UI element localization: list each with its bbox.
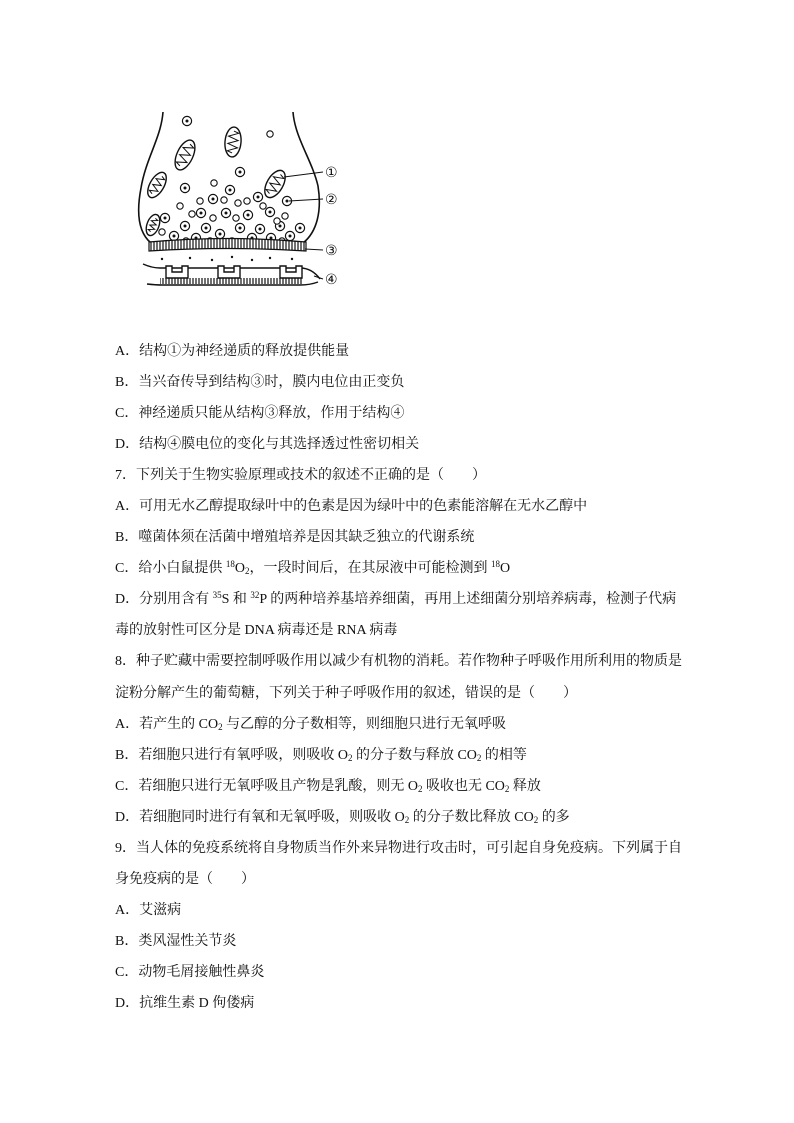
leader-line-3 [305,249,323,250]
question-9-line [115,833,715,864]
synaptic-vesicle [211,180,217,186]
synaptic-vesicle [215,229,224,238]
text-run: 毒的放射性可区分是 DNA 病毒还是 RNA 病毒 [115,623,398,639]
question-8-line [115,646,715,677]
subscript: 2 [347,752,353,763]
text-run: 身免疫病的是（ ） [115,871,255,887]
vesicle-transmitter [269,211,272,214]
text-run: 9．当人体的免疫系统将自身物质当作外来异物进行攻击时，可引起自身免疫病。下列属于自 [115,840,682,856]
synaptic-vesicle [180,221,189,230]
question-7-line [115,522,715,553]
vesicle-transmitter [219,233,222,236]
mitochondrion [261,167,290,201]
question-8-line [115,678,715,709]
synaptic-vesicle [225,185,234,194]
question-6-options-line [115,398,715,429]
mitochondrion [144,169,170,200]
question-text [115,336,715,1019]
vesicle-transmitter [225,212,228,215]
subscript: 2 [417,783,423,794]
subscript: 2 [404,814,410,825]
text-run: 的分子数比释放 CO [409,809,534,825]
superscript: 32 [250,590,260,601]
presynaptic-terminal-right-outline [293,112,319,243]
question-9-line [115,864,715,895]
synaptic-vesicle [208,194,217,203]
neurotransmitter-dot [211,259,213,261]
vesicle-transmitter [259,228,262,231]
synaptic-vesicle [295,223,304,232]
neurotransmitter-dot [231,256,233,258]
text-run: O [234,561,245,577]
superscript: 35 [212,590,222,601]
synaptic-vesicle [282,213,288,219]
synaptic-vesicle [233,215,239,221]
text-run: A．可用无水乙醇提取绿叶中的色素是因为绿叶中的色素能溶解在无水乙醇中 [115,499,588,515]
question-6-options-line [115,336,715,367]
text-run: 吸收也无 CO [422,778,505,794]
question-9-line [115,957,715,988]
vesicle-transmitter [247,214,250,217]
text-run: C．若细胞只进行无氧呼吸且产物是乳酸，则无 O [115,778,418,794]
vesicle-transmitter [184,187,187,190]
synaptic-vesicle [201,223,210,232]
subscript: 2 [218,721,223,732]
question-8-line [115,709,715,740]
vesicle-transmitter [279,225,282,228]
synaptic-vesicle [189,211,195,217]
vesicle-transmitter [200,212,203,215]
neurotransmitter-dot [269,257,271,259]
synaptic-vesicle [196,208,205,217]
question-7-line [115,615,715,646]
mitochondrion [171,137,199,173]
subscript: 2 [244,566,250,577]
synapse-diagram [130,100,360,295]
subscript: 2 [504,783,510,794]
text-run: B．噬菌体须在活菌中增殖培养是因其缺乏独立的代谢系统 [115,530,475,546]
synaptic-vesicle [265,207,274,216]
text-run: 7．下列关于生物实验原理或技术的叙述不正确的是（ ） [115,468,486,484]
question-7-line [115,553,715,584]
text-run: A．艾滋病 [115,902,182,918]
question-7-line [115,460,715,491]
vesicle-transmitter [239,227,242,230]
text-run: S 和 [221,592,251,608]
question-6-options-line [115,429,715,460]
text-run: B．类风湿性关节炎 [115,933,237,949]
synaptic-vesicle [260,203,266,209]
leader-line-1 [284,172,323,177]
text-run: B．当兴奋传导到结构③时，膜内电位由正变负 [115,375,405,391]
neurotransmitter-dot [251,259,253,261]
postsynaptic-membrane [143,264,320,285]
synaptic-vesicle [159,229,165,235]
leader-line-2 [289,199,323,201]
text-run: 的分子数与释放 CO [352,747,477,763]
question-8-line [115,802,715,833]
synaptic-vesicle [243,210,252,219]
text-run: 释放 [509,778,541,794]
text-run: A．若产生的 CO [115,716,219,732]
text-run: D．分别用含有 [115,592,213,608]
text-run: O [499,561,511,577]
question-8-line [115,771,715,802]
vesicle-transmitter [205,227,208,230]
question-7-line [115,584,715,615]
vesicle-transmitter [257,196,260,199]
structure-label-4: ④ [325,272,338,288]
text-run: 的多 [538,809,570,825]
presynaptic-membrane [149,239,306,252]
synaptic-vesicle [177,203,183,209]
postsynaptic-membrane-hatch [160,278,302,284]
synaptic-vesicle [182,116,191,125]
synaptic-vesicle [160,213,169,222]
neurotransmitter-dot [291,258,293,260]
text-run: C．给小白鼠提供 [115,561,226,577]
vesicle-transmitter [212,198,215,201]
subscript: 2 [476,752,482,763]
structure-label-3: ③ [325,243,338,259]
text-run: C．动物毛屑接触性鼻炎 [115,964,265,980]
synaptic-vesicle [197,198,203,204]
text-run: D．若细胞同时进行有氧和无氧呼吸，则吸收 O [115,809,405,825]
vesicle-transmitter [286,200,289,203]
subscript: 2 [533,814,539,825]
text-run: 的相等 [481,747,527,763]
synaptic-vesicle [267,131,273,137]
synaptic-vesicle [274,218,280,224]
vesicle-transmitter [186,120,189,123]
synaptic-vesicle [253,192,262,201]
question-7-line [115,491,715,522]
vesicle-transmitter [229,189,232,192]
text-run: D．结构④膜电位的变化与其选择透过性密切相关 [115,437,420,453]
question-9-line [115,926,715,957]
synaptic-vesicle [244,198,250,204]
question-8-line [115,740,715,771]
text-run: B．若细胞只进行有氧呼吸，则吸收 O [115,747,348,763]
synaptic-vesicle [221,197,227,203]
vesicle-transmitter [164,217,167,220]
synaptic-cleft-transmitters [161,256,293,261]
neurotransmitter-dot [161,258,163,260]
text-run: ，一段时间后，在其尿液中可能检测到 [249,561,491,577]
text-run: C．神经递质只能从结构③释放，作用于结构④ [115,406,405,422]
synaptic-vesicle [255,224,264,233]
synaptic-vesicle [210,215,216,221]
synaptic-vesicle [285,231,294,240]
text-run: 8．种子贮藏中需要控制呼吸作用以减少有机物的消耗。若作物种子呼吸作用所利用的物质是 [115,654,682,670]
synaptic-vesicle [235,223,244,232]
vesicle-transmitter [184,225,187,228]
question-9-line [115,988,715,1019]
text-run: D．抗维生素 D 佝偻病 [115,995,255,1011]
vesicle-transmitter [173,235,176,238]
neurotransmitter-dot [189,257,191,259]
text-run: 与乙醇的分子数相等，则细胞只进行无氧呼吸 [222,716,507,732]
vesicle-transmitter [289,235,292,238]
synaptic-vesicle [235,167,244,176]
structure-label-1: ① [325,165,338,181]
synaptic-vesicle [221,208,230,217]
question-6-options-line [115,367,715,398]
mitochondrion [224,126,243,157]
synaptic-vesicle [180,183,189,192]
text-run: 淀粉分解产生的葡萄糖，下列关于种子呼吸作用的叙述，错误的是（ ） [115,685,577,701]
synaptic-vesicle [169,231,178,240]
superscript: 18 [490,559,500,570]
superscript: 18 [225,559,235,570]
text-run: A．结构①为神经递质的释放提供能量 [115,344,350,359]
synaptic-vesicle [235,200,241,206]
question-9-line [115,895,715,926]
text-run: P 的两种培养基培养细菌，再用上述细菌分别培养病毒，检测子代病 [259,592,677,608]
structure-label-2: ② [325,192,338,208]
vesicle-transmitter [299,227,302,230]
vesicle-transmitter [239,171,242,174]
